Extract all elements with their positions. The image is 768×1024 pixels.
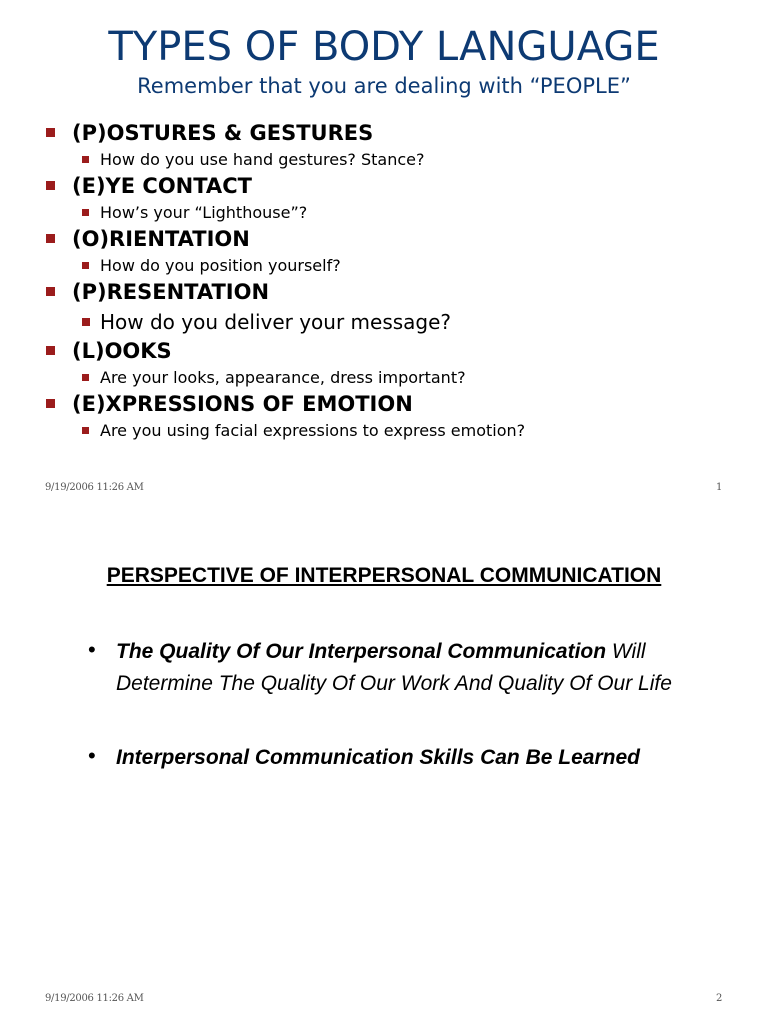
list-item xyxy=(46,338,746,365)
square-bullet-icon xyxy=(82,374,89,381)
footer-date: 9/19/2006 11:26 AM xyxy=(45,482,144,493)
sub-list-item-label: Are your looks, appearance, dress important? xyxy=(100,368,466,387)
sub-list-item xyxy=(46,147,746,173)
list-item xyxy=(46,226,746,253)
list-item-label: (P)RESENTATION xyxy=(72,280,270,304)
square-bullet-icon xyxy=(82,427,89,434)
square-bullet-icon xyxy=(46,234,55,243)
sub-list-item xyxy=(46,365,746,391)
perspective-list xyxy=(88,636,708,774)
square-bullet-icon xyxy=(46,346,55,355)
square-bullet-icon xyxy=(82,262,89,269)
body-language-list xyxy=(46,120,746,444)
square-bullet-icon xyxy=(82,156,89,163)
bullet-bold-text: Interpersonal Communication Skills Can Be Learned xyxy=(116,746,640,769)
list-item xyxy=(88,636,708,700)
square-bullet-icon xyxy=(46,287,55,296)
sub-list-item xyxy=(46,200,746,226)
sub-list-item-label: How’s your “Lighthouse”? xyxy=(100,203,308,222)
slide-1-subtitle: Remember that you are dealing with “PEOPLE” xyxy=(137,74,631,98)
list-item xyxy=(46,120,746,147)
sub-list-item xyxy=(46,418,746,444)
page-number: 2 xyxy=(716,993,723,1004)
sub-list-item xyxy=(46,253,746,279)
sub-list-item-label: How do you use hand gestures? Stance? xyxy=(100,150,425,169)
slide-2-heading: PERSPECTIVE OF INTERPERSONAL COMMUNICATION xyxy=(106,564,662,587)
square-bullet-icon xyxy=(46,181,55,190)
list-item-label: (O)RIENTATION xyxy=(72,227,250,251)
square-bullet-icon xyxy=(82,209,89,216)
sub-list-item xyxy=(46,306,746,338)
list-item-label: (E)YE CONTACT xyxy=(72,174,252,198)
list-item xyxy=(46,391,746,418)
footer-date: 9/19/2006 11:26 AM xyxy=(45,993,144,1004)
list-item-label: (E)XPRESSIONS OF EMOTION xyxy=(72,392,413,416)
list-item-label: (L)OOKS xyxy=(72,339,172,363)
list-item xyxy=(46,279,746,306)
bullet-dot-icon: • xyxy=(88,743,96,768)
square-bullet-icon xyxy=(82,318,90,326)
bullet-text: Will Determine The Quality Of Our Work And Quality Of Our Life xyxy=(116,640,672,695)
square-bullet-icon xyxy=(46,128,55,137)
list-item xyxy=(88,742,708,774)
bullet-dot-icon: • xyxy=(88,637,96,662)
sub-list-item-label: How do you deliver your message? xyxy=(100,310,452,334)
page-number: 1 xyxy=(716,482,723,493)
bullet-bold-text: The Quality Of Our Interpersonal Communication xyxy=(116,640,607,663)
sub-list-item-label: How do you position yourself? xyxy=(100,256,341,275)
slide-1-title: TYPES OF BODY LANGUAGE xyxy=(108,24,660,70)
list-item-label: (P)OSTURES & GESTURES xyxy=(72,121,374,145)
sub-list-item-label: Are you using facial expressions to express emotion? xyxy=(100,421,526,440)
list-item xyxy=(46,173,746,200)
square-bullet-icon xyxy=(46,399,55,408)
slide-2 xyxy=(0,512,768,1024)
